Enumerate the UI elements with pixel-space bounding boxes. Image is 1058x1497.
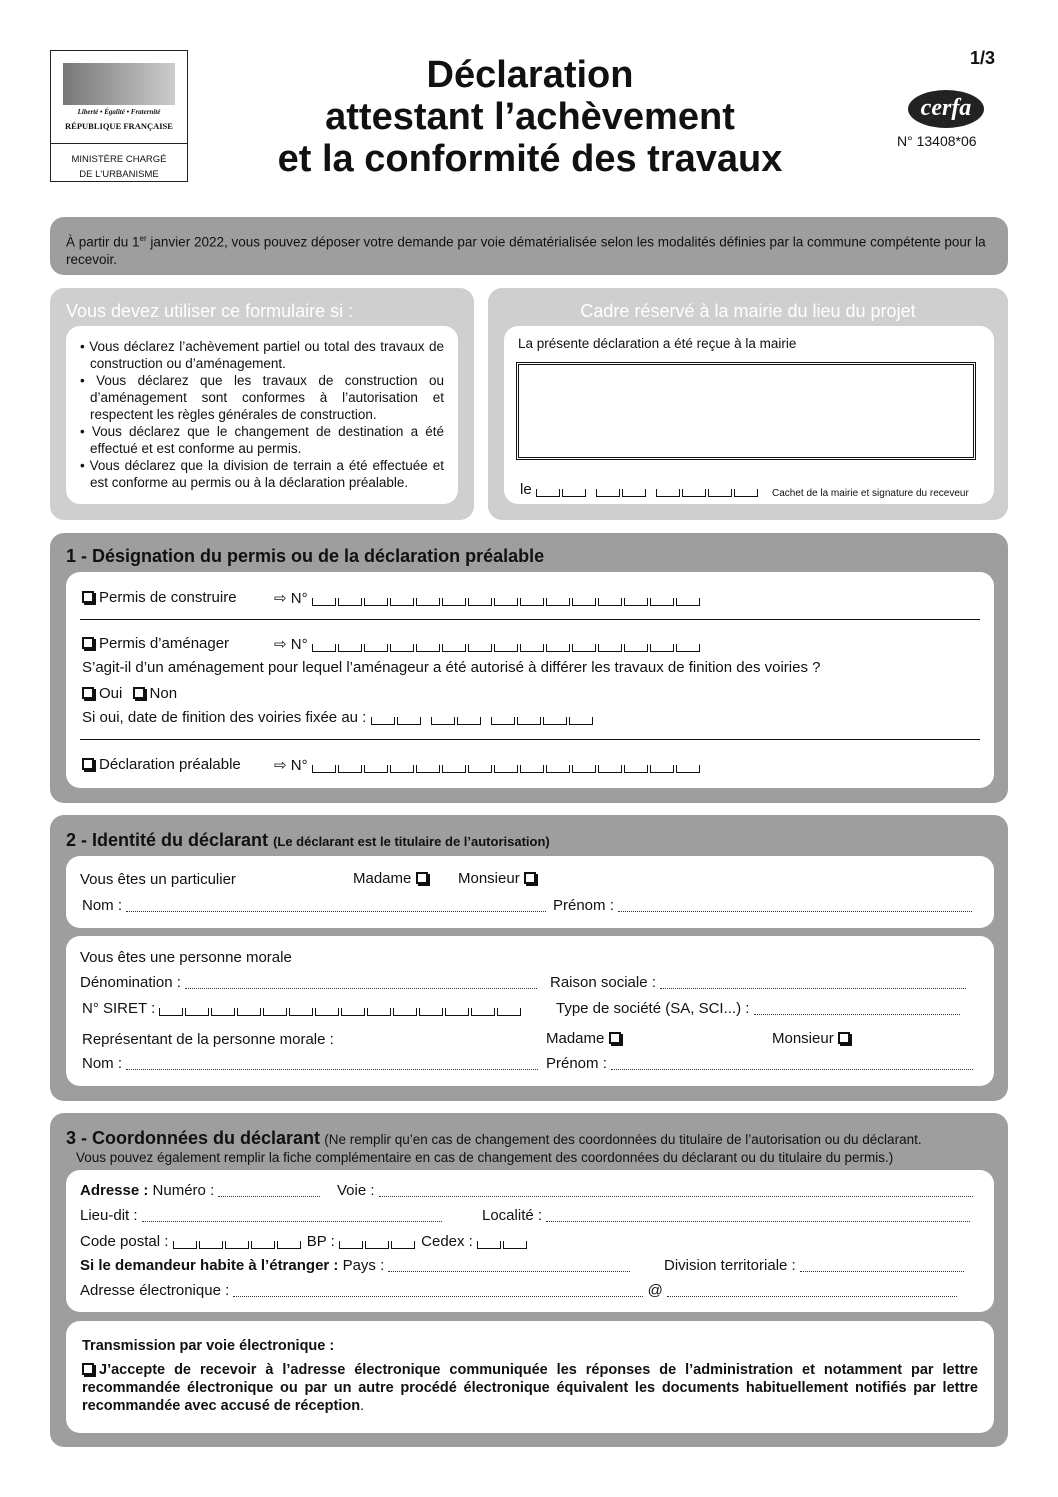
prenom-label: Prénom : xyxy=(553,897,614,914)
title-line-2: attestant l’achèvement xyxy=(325,96,735,138)
transmission-end: . xyxy=(360,1398,365,1414)
title-line-1: Déclaration xyxy=(426,54,634,96)
section-3-note-1: (Ne remplir qu’en cas de changement des coordonnées du titulaire de l’autorisation ou du déclarant. xyxy=(324,1132,922,1147)
section-3 xyxy=(50,1113,1008,1447)
received-label: La présente déclaration a été reçue à la mairie xyxy=(518,336,797,351)
le-label: le xyxy=(520,481,532,498)
code-postal-cells[interactable] xyxy=(173,1236,303,1253)
particulier-label: Vous êtes un particulier xyxy=(80,871,236,888)
usage-box-title: Vous devez utiliser ce formulaire si : xyxy=(66,301,354,321)
permis-construire-label: Permis de construire xyxy=(99,589,237,606)
logo-ministere-1: MINISTÈRE CHARGÉ xyxy=(71,154,167,165)
siret-label: N° SIRET : xyxy=(82,1000,156,1017)
marianne-logo xyxy=(50,50,188,182)
declaration-number-cells[interactable] xyxy=(312,760,702,777)
section-2 xyxy=(50,815,1008,1101)
intro-post: janvier 2022, vous pouvez déposer votre demande par voie dématérialisée selon les modalités définies par la commune compétente pour la recevoir. xyxy=(66,234,986,267)
non-label: Non xyxy=(149,685,178,702)
voie-field[interactable] xyxy=(379,1187,973,1197)
cerfa-number: N° 13408*06 xyxy=(897,133,977,149)
voiries-question: S’agit-il d’un aménagement pour lequel l’aménageur a été autorisé à différer les travaux de finition des voiries ? xyxy=(82,659,821,676)
numero-field[interactable] xyxy=(218,1187,320,1197)
rep-madame-checkbox[interactable] xyxy=(609,1032,621,1044)
rep-monsieur-checkbox[interactable] xyxy=(838,1032,850,1044)
section-1-title: 1 - Désignation du permis ou de la déclaration préalable xyxy=(66,546,545,566)
lieudit-label: Lieu-dit : xyxy=(80,1207,138,1224)
usage-box xyxy=(50,288,474,520)
marianne-icon xyxy=(63,63,175,105)
bp-label: BP : xyxy=(306,1233,335,1250)
section-1 xyxy=(50,533,1008,803)
morale-label: Vous êtes une personne morale xyxy=(80,949,292,966)
madame-checkbox[interactable] xyxy=(416,872,428,884)
transmission-checkbox[interactable] xyxy=(82,1363,94,1375)
code-postal-label: Code postal : xyxy=(80,1233,169,1250)
arrow-icon: ⇨ xyxy=(274,757,287,774)
date-finition-label: Si oui, date de finition des voiries fixée au : xyxy=(82,709,367,726)
cedex-label: Cedex : xyxy=(421,1233,473,1250)
non-checkbox[interactable] xyxy=(133,687,145,699)
page-number: 1/3 xyxy=(970,48,996,68)
intro-sup: er xyxy=(139,234,147,243)
type-societe-field[interactable] xyxy=(754,1005,960,1015)
division-label: Division territoriale : xyxy=(664,1257,796,1274)
type-societe-label: Type de société (SA, SCI...) : xyxy=(556,1000,750,1017)
arrow-icon: ⇨ xyxy=(274,590,287,607)
permis-construire-checkbox[interactable] xyxy=(82,591,94,603)
rep-monsieur-label: Monsieur xyxy=(772,1030,834,1047)
pays-field[interactable] xyxy=(388,1262,630,1272)
nom-field[interactable] xyxy=(126,902,546,912)
arrow-icon: ⇨ xyxy=(274,636,287,653)
mairie-box xyxy=(488,288,1008,520)
etranger-label: Si le demandeur habite à l’étranger : xyxy=(80,1257,339,1274)
denomination-field[interactable] xyxy=(185,979,537,989)
raison-field[interactable] xyxy=(660,979,966,989)
title-line-3: et la conformité des travaux xyxy=(277,138,783,180)
email-domain-field[interactable] xyxy=(667,1287,957,1297)
nom-label: Nom : xyxy=(82,897,123,914)
logo-republique: RÉPUBLIQUE FRANÇAISE xyxy=(65,121,173,131)
section-3-title: 3 - Coordonnées du déclarant xyxy=(66,1128,321,1148)
prenom-field[interactable] xyxy=(618,902,972,912)
mairie-box-title: Cadre réservé à la mairie du lieu du projet xyxy=(580,301,916,321)
siret-cells[interactable] xyxy=(159,1003,523,1020)
received-stamp-area xyxy=(516,362,976,460)
voie-label: Voie : xyxy=(337,1182,375,1199)
rep-prenom-label: Prénom : xyxy=(546,1055,607,1072)
rep-madame-label: Madame xyxy=(546,1030,605,1047)
permis-amenager-checkbox[interactable] xyxy=(82,637,94,649)
email-local-field[interactable] xyxy=(233,1287,643,1297)
rep-nom-field[interactable] xyxy=(126,1060,538,1070)
logo-ministere-2: DE L'URBANISME xyxy=(79,169,159,180)
adresse-label: Adresse : xyxy=(80,1182,149,1199)
intro-notice xyxy=(50,217,1008,275)
monsieur-label: Monsieur xyxy=(458,870,520,887)
usage-item: • Vous déclarez que les travaux de construction ou d’aménagement sont conformes à l’autorisation et respectent les règles générales de construction. xyxy=(80,373,444,422)
section-2-subtitle: (Le déclarant est le titulaire de l’autorisation) xyxy=(273,834,550,849)
permis-amenager-label: Permis d’aménager xyxy=(99,635,230,652)
pays-label: Pays : xyxy=(342,1257,385,1274)
localite-field[interactable] xyxy=(546,1212,970,1222)
oui-checkbox[interactable] xyxy=(82,687,94,699)
stamp-label: Cachet de la mairie et signature du receveur xyxy=(772,488,969,499)
no-label: N° xyxy=(290,590,308,607)
at-sign: @ xyxy=(647,1282,663,1299)
transmission-title: Transmission par voie électronique : xyxy=(82,1338,335,1354)
received-date-cells xyxy=(536,484,760,501)
email-label: Adresse électronique : xyxy=(80,1282,230,1299)
monsieur-checkbox[interactable] xyxy=(524,872,536,884)
declaration-prealable-checkbox[interactable] xyxy=(82,758,94,770)
declaration-prealable-label: Déclaration préalable xyxy=(99,756,241,773)
lieudit-field[interactable] xyxy=(142,1212,442,1222)
denomination-label: Dénomination : xyxy=(80,974,181,991)
no-label: N° xyxy=(290,757,308,774)
bp-cells[interactable] xyxy=(339,1236,417,1253)
transmission-text: J’accepte de recevoir à l’adresse électronique communiquée les réponses de l’administration et notamment par lettre recommandée électronique ou par un autre procédé électronique équivalent les documents habituellement notifiés par lettre recommandée avec accusé de réception xyxy=(82,1362,978,1414)
madame-label: Madame xyxy=(353,870,412,887)
usage-item: • Vous déclarez l’achèvement partiel ou total des travaux de construction ou d’aménagement. xyxy=(80,339,444,371)
section-2-title: 2 - Identité du déclarant xyxy=(66,830,269,850)
numero-label: Numéro : xyxy=(152,1182,215,1199)
cerfa-logo: cerfa xyxy=(908,90,984,128)
logo-motto: Liberté • Égalité • Fraternité xyxy=(77,108,161,116)
date-finition-cells[interactable] xyxy=(371,712,595,729)
usage-item: • Vous déclarez que la division de terrain a été effectuée et est conforme au permis ou à la déclaration préalable. xyxy=(80,458,444,490)
representant-label: Représentant de la personne morale : xyxy=(82,1031,334,1048)
page-title xyxy=(210,54,850,180)
permis-construire-number-cells[interactable] xyxy=(312,593,702,610)
localite-label: Localité : xyxy=(482,1207,543,1224)
permis-amenager-number-cells[interactable] xyxy=(312,639,702,656)
no-label: N° xyxy=(290,636,308,653)
division-field[interactable] xyxy=(800,1262,964,1272)
cedex-cells[interactable] xyxy=(477,1236,529,1253)
raison-label: Raison sociale : xyxy=(550,974,656,991)
rep-prenom-field[interactable] xyxy=(611,1060,973,1070)
oui-label: Oui xyxy=(99,685,123,702)
rep-nom-label: Nom : xyxy=(82,1055,123,1072)
intro-pre: À partir du 1 xyxy=(66,234,140,250)
section-3-note-2: Vous pouvez également remplir la fiche complémentaire en cas de changement des coordonnées du déclarant ou du titulaire du permis.) xyxy=(76,1150,894,1165)
usage-item: • Vous déclarez que le changement de destination a été effectué et est conforme au permis. xyxy=(80,424,444,456)
